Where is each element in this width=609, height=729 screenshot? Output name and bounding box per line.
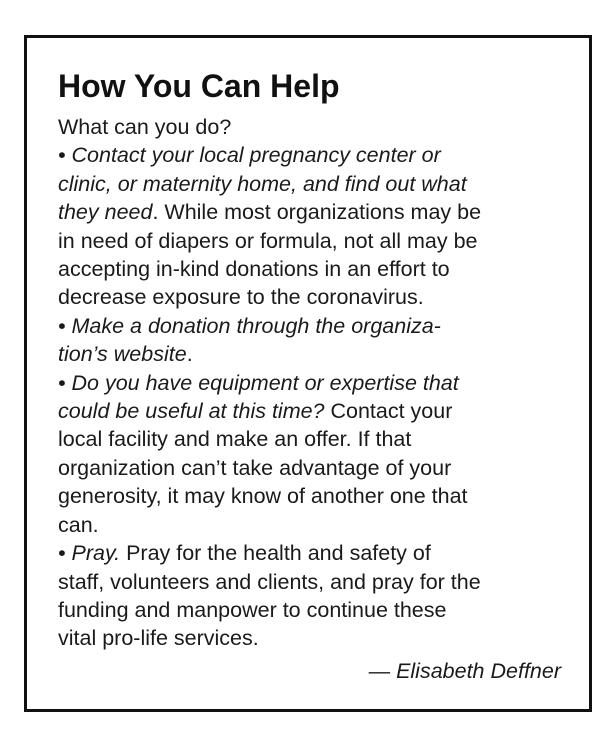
- bullet-pray-line-3: funding and manpower to continue these: [58, 597, 447, 622]
- bullet-pray-line-1: [58, 539, 578, 567]
- bullet-contact-text: . While most organizations may be: [152, 200, 482, 225]
- bullet-contact-line-5: accepting in-kind donations in an effort to: [58, 257, 450, 282]
- box-title: How You Can Help: [58, 68, 340, 104]
- bullet-donate-line-2: [58, 340, 578, 368]
- bullet-contact-line-4: in need of diapers or formula, not all may be: [58, 228, 478, 253]
- bullet-contact-line-3: [58, 198, 578, 226]
- bullet-donate-line-1: • Make a donation through the organiza-: [58, 313, 441, 338]
- intro-line: What can you do?: [58, 115, 232, 139]
- bullet-equipment-italic-end: could be useful at this time?: [58, 399, 325, 424]
- bullet-pray-line-4: vital pro-life services.: [58, 626, 259, 651]
- bullet-contact-line-2: clinic, or maternity home, and find out what: [58, 171, 467, 196]
- bullet-contact-line-6: decrease exposure to the coronavirus.: [58, 285, 424, 310]
- bullet-contact-italic-end: they need: [58, 200, 153, 225]
- author-byline: — Elisabeth Deffner: [368, 659, 561, 683]
- bullet-donate-text: .: [186, 342, 193, 367]
- how-you-can-help-box: [24, 35, 592, 712]
- bullet-pray-line-2: staff, volunteers and clients, and pray for the: [58, 569, 481, 594]
- box-body: [58, 113, 578, 653]
- bullet-donate-italic-end: tion’s website: [58, 342, 187, 367]
- bullet-equipment-line-4: organization can’t take advantage of your: [58, 455, 452, 480]
- bullet-equipment-line-2: [58, 397, 578, 425]
- bullet-equipment-line-6: can.: [58, 512, 99, 537]
- bullet-equipment-line-3: local facility and make an offer. If that: [58, 427, 412, 452]
- bullet-pray-text: Pray for the health and safety of: [120, 541, 431, 566]
- bullet-equipment-line-1: • Do you have equipment or expertise that: [58, 370, 459, 395]
- bullet-equipment-text: Contact your: [324, 399, 453, 424]
- bullet-pray-italic-start: • Pray.: [58, 541, 121, 566]
- bullet-contact-line-1: • Contact your local pregnancy center or: [58, 143, 441, 168]
- bullet-equipment-line-5: generosity, it may know of another one that: [58, 484, 468, 509]
